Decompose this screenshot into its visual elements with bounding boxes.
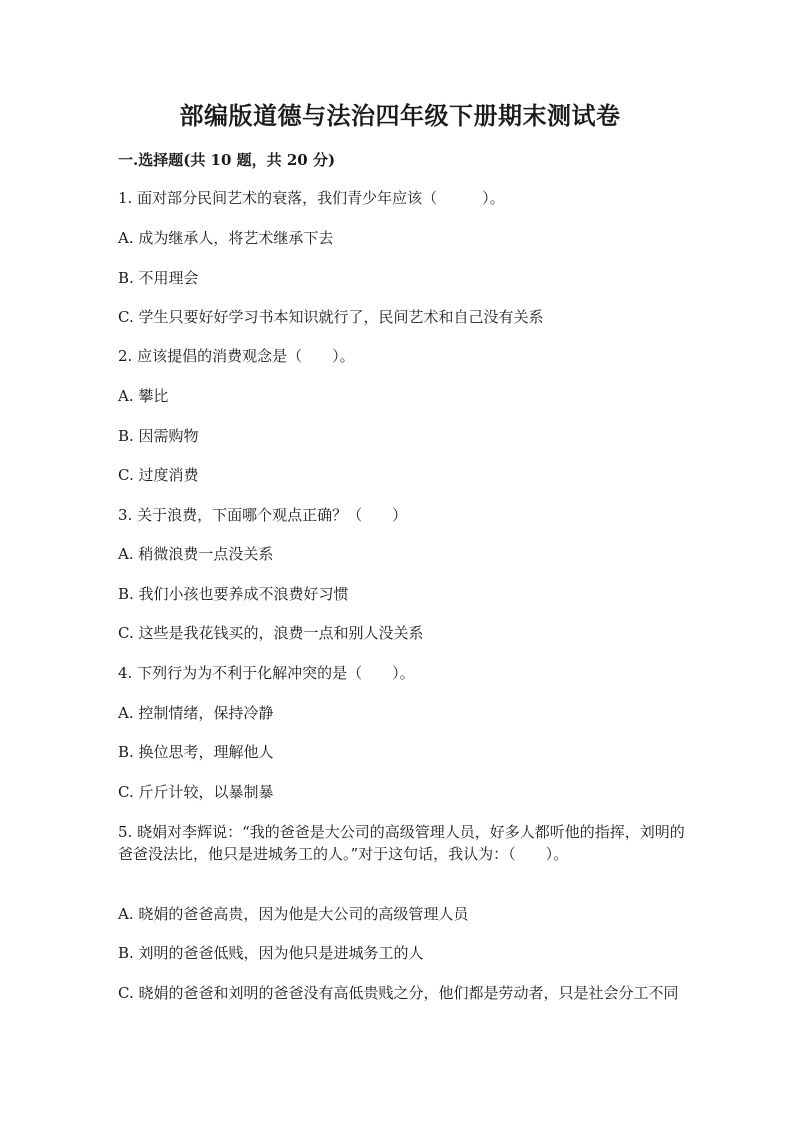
question-2-option-a: A. 攀比	[118, 387, 169, 405]
section-heading: 一.选择题(共 10 题，共 20 分)	[118, 151, 336, 169]
question-1-option-c: C. 学生只要好好学习书本知识就行了，民间艺术和自己没有关系	[118, 308, 544, 326]
question-1-option-b: B. 不用理会	[118, 269, 199, 287]
question-5-option-a: A. 晓娟的爸爸高贵，因为他是大公司的高级管理人员	[118, 905, 469, 923]
question-3-option-c: C. 这些是我花钱买的，浪费一点和别人没关系	[118, 624, 424, 642]
question-3-option-a: A. 稍微浪费一点没关系	[118, 545, 274, 563]
question-2-option-c: C. 过度消费	[118, 466, 199, 484]
question-1-stem: 1. 面对部分民间艺术的衰落，我们青少年应该（ ）。	[118, 189, 505, 207]
question-4-option-b: B. 换位思考，理解他人	[118, 743, 274, 761]
question-5-option-c: C. 晓娟的爸爸和刘明的爸爸没有高低贵贱之分，他们都是劳动者，只是社会分工不同	[118, 984, 679, 1002]
question-2-option-b: B. 因需购物	[118, 427, 199, 445]
question-4-option-c: C. 斤斤计较，以暴制暴	[118, 783, 274, 801]
question-1-option-a: A. 成为继承人，将艺术继承下去	[118, 229, 334, 247]
question-3-option-b: B. 我们小孩也要养成不浪费好习惯	[118, 585, 349, 603]
page-title: 部编版道德与法治四年级下册期末测试卷	[179, 101, 621, 130]
question-4-option-a: A. 控制情绪，保持冷静	[118, 704, 274, 722]
question-5-stem: 5. 晓娟对李辉说：“我的爸爸是大公司的高级管理人员，好多人都听他的指挥，刘明的爸爸没法比，他只是进城务工的人。”对于这句话，我认为：（ ）。	[118, 823, 685, 863]
question-3-stem: 3. 关于浪费，下面哪个观点正确？（ ）	[118, 506, 408, 524]
question-2-stem: 2. 应该提倡的消费观念是（ ）。	[118, 347, 355, 365]
question-4-stem: 4. 下列行为为不利于化解冲突的是（ ）。	[118, 664, 415, 682]
question-5-option-b: B. 刘明的爸爸低贱，因为他只是进城务工的人	[118, 944, 424, 962]
